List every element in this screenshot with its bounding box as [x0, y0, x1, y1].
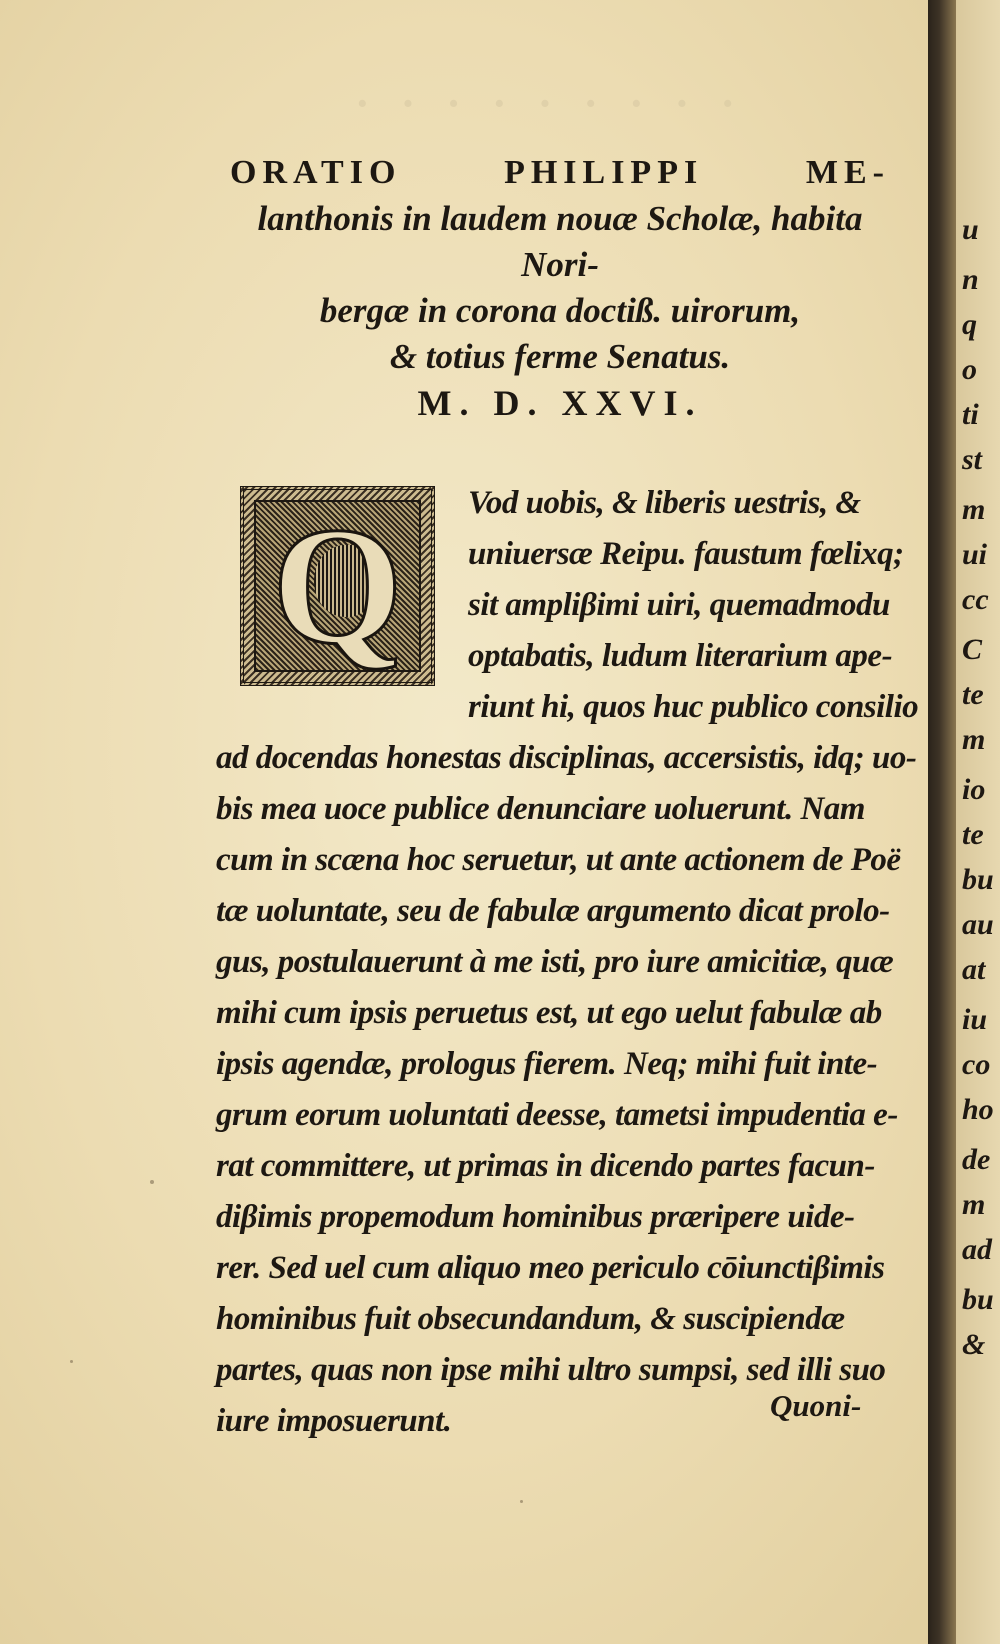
margin-fragment: ho	[962, 1093, 994, 1126]
title-line-1: ORATIO PHILIPPI ME-	[230, 154, 890, 191]
margin-fragment: cc	[962, 583, 989, 616]
margin-fragment: bu	[962, 1283, 994, 1316]
margin-fragment: au	[962, 908, 994, 941]
title-line-4: & totius ferme Senatus.	[389, 337, 731, 376]
body-line: gus, postulauerunt à me isti, pro iure amicitiæ, quæ	[216, 944, 894, 980]
margin-fragment: q	[962, 308, 977, 341]
body-line: optabatis, ludum literarium ape-	[468, 638, 893, 674]
bleed-through-header: · · · · · · · · ·	[354, 79, 746, 128]
body-line: uniuersæ Reipu. faustum fœlixq;	[468, 536, 904, 572]
body-line: ad docendas honestas disciplinas, accersistis, idq; uo-	[216, 740, 917, 776]
margin-fragment: C	[962, 633, 983, 666]
margin-fragment: ad	[962, 1233, 992, 1266]
margin-fragment: o	[962, 353, 977, 386]
margin-fragment: u	[962, 213, 979, 246]
body-line: partes, quas non ipse mihi ultro sumpsi, sed illi suo	[216, 1352, 886, 1388]
margin-fragment: te	[962, 818, 984, 851]
margin-fragment: m	[962, 493, 986, 526]
paper-speck	[70, 1360, 73, 1363]
book-gutter	[928, 0, 956, 1644]
body-line: rer. Sed uel cum aliquo meo periculo cōiunctiβimis	[216, 1250, 885, 1286]
body-line: Vod uobis, & liberis uestris, &	[468, 485, 861, 521]
body-line: grum eorum uoluntati deesse, tametsi impudentia e-	[216, 1097, 898, 1133]
body-line: sit ampliβimi uiri, quemadmodu	[468, 587, 890, 623]
initial-letter: Q	[272, 493, 403, 679]
margin-fragment: m	[962, 1188, 986, 1221]
body-line: riunt hi, quos huc publico consilio	[468, 689, 919, 725]
margin-fragment: n	[962, 263, 979, 296]
title-line-2: lanthonis in laudem nouæ Scholæ, habita Nori-	[257, 199, 863, 284]
body-line: tæ uoluntate, seu de fabulæ argumento dicat prolo-	[216, 893, 890, 929]
title-line-3: bergæ in corona doctiß. uirorum,	[319, 291, 801, 330]
year-heading: M. D. XXVI.	[417, 383, 703, 423]
body-line: hominibus fuit obsecundandum, & suscipiendæ	[216, 1301, 845, 1337]
margin-fragment: ti	[962, 398, 979, 431]
body-line: diβimis propemodum hominibus præripere uide-	[216, 1199, 855, 1235]
oration-body	[216, 478, 919, 1447]
adjacent-page-edge	[956, 0, 1000, 1644]
margin-fragment: m	[962, 723, 986, 756]
catchword: Quoni-	[770, 1388, 862, 1423]
margin-fragment: bu	[962, 863, 994, 896]
body-line: iure imposuerunt.	[216, 1403, 452, 1439]
margin-fragment: at	[962, 953, 986, 986]
margin-fragment: de	[962, 1143, 991, 1176]
oration-title	[230, 150, 890, 380]
body-line: bis mea uoce publice denunciare uoluerunt. Nam	[216, 791, 865, 827]
margin-fragment: iu	[962, 1003, 988, 1036]
paper-speck	[520, 1500, 523, 1503]
paper-speck	[150, 1180, 154, 1184]
body-line: cum in scæna hoc seruetur, ut ante actionem de Poë	[216, 842, 901, 878]
margin-fragment: co	[962, 1048, 991, 1081]
margin-fragment: &	[962, 1328, 986, 1361]
margin-fragment: io	[962, 773, 986, 806]
margin-fragment: ui	[962, 538, 988, 571]
margin-fragment: st	[962, 443, 983, 476]
body-line: mihi cum ipsis peruetus est, ut ego uelut fabulæ ab	[216, 995, 882, 1031]
margin-fragment: te	[962, 678, 984, 711]
body-line: rat committere, ut primas in dicendo partes facun-	[216, 1148, 875, 1184]
body-line: ipsis agendæ, prologus fierem. Neq; mihi fuit inte-	[216, 1046, 878, 1082]
